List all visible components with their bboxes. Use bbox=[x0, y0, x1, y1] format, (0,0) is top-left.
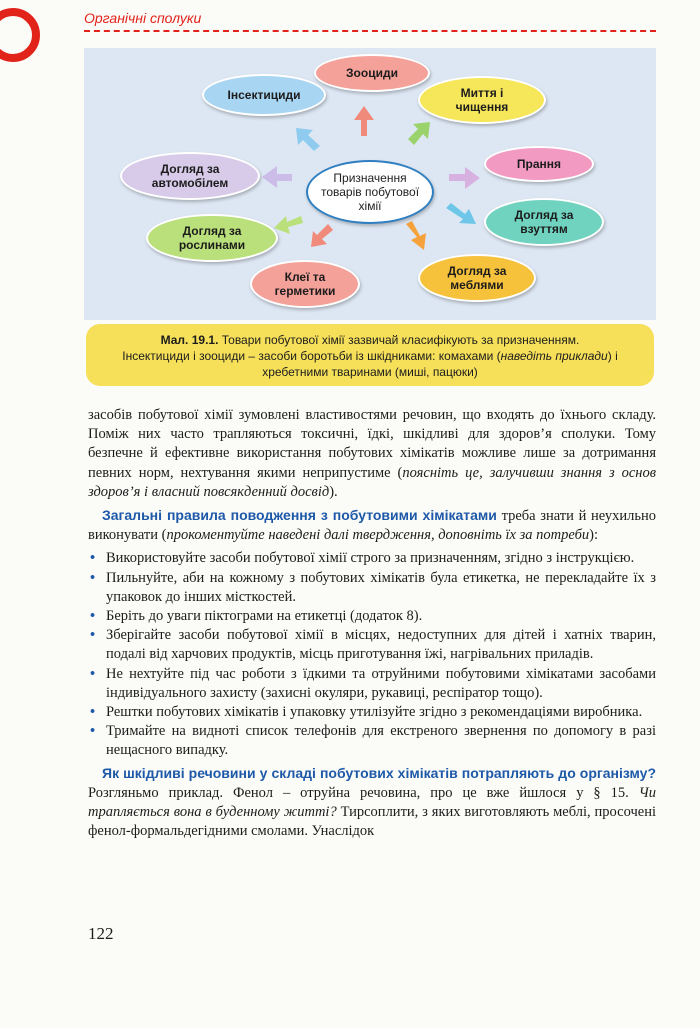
caption-line-2b: наведіть приклади bbox=[500, 349, 608, 363]
list-item bbox=[88, 607, 656, 626]
paragraph-1 bbox=[88, 406, 656, 502]
caption-line-2a: Інсектициди і зооциди – засоби боротьби із шкідниками: комахами ( bbox=[122, 349, 501, 363]
list-item-text: Рештки побутових хімікатів і упаковку утилізуйте згідно з рекомендаціями виробника. bbox=[106, 704, 643, 721]
arrow-upright-icon bbox=[408, 122, 430, 145]
node-shoe-care: Догляд за взуттям bbox=[484, 198, 604, 246]
paragraph-1-end: ). bbox=[329, 483, 338, 500]
paragraph-1-italic: поясніть це, залучивши знання з основ здоров’я і власний повсякденний досвід bbox=[88, 464, 656, 500]
rules-italic: прокоментуйте наведені далі твердження, доповніть їх за потреби bbox=[166, 527, 590, 544]
question-heading: Як шкідливі речовини у складі побутових хімікатів потрапляють до організму? bbox=[102, 764, 656, 781]
paragraph-rules bbox=[88, 506, 656, 545]
arrow-left-down-icon bbox=[274, 216, 303, 234]
list-item-text: Зберігайте засоби побутової хімії в місцях, недоступних для дітей і хатніх тварин, подалі від харчових продуктів, місць приготування їжі, нагрівальних приладів. bbox=[106, 627, 656, 663]
list-item bbox=[88, 569, 656, 607]
bullet-icon: • bbox=[90, 723, 96, 740]
list-item bbox=[88, 626, 656, 664]
question-text-2: Тирсоплити, з яких виготовляють меблі, просочені фенол-формальдегідними смолами. Унаслідок bbox=[88, 804, 656, 840]
question-italic: Чи трапляється вона в буденному житті? bbox=[88, 784, 656, 821]
arrow-downleft-icon bbox=[311, 224, 333, 247]
bullet-icon: • bbox=[90, 569, 96, 586]
list-item-text: Не нехтуйте під час роботи з їдкими та отруйними побутовими хімікатами засобами індивідуального захисту (захисні окуляри, рукавиці, респіратор тощо). bbox=[106, 665, 656, 701]
node-washing-cleaning: Миття і чищення bbox=[418, 76, 546, 124]
list-item bbox=[88, 665, 656, 703]
paragraph-1-text: засобів побутової хімії зумовлені властивостями речовин, що входять до їхнього складу. Поміж них часто трапляються токсичні, їдкі, шкідливі для здоров’я сполуки. Тому безпечне й ефективне використання побутових хімікатів можливе лише за дотримання певних норм, нехтування якими неприпустиме ( bbox=[88, 407, 656, 481]
node-car-care: Догляд за автомобілем bbox=[120, 152, 260, 200]
bullet-icon: • bbox=[90, 665, 96, 682]
list-item bbox=[88, 549, 656, 568]
caption-line-1: Товари побутової хімії зазвичай класифікують за призначенням. bbox=[221, 333, 580, 347]
caption-line-3: хребетними тваринами (миші, пацюки) bbox=[262, 365, 478, 379]
node-insecticides: Інсектициди bbox=[202, 74, 326, 116]
arrow-left-icon bbox=[262, 166, 292, 188]
node-plant-care: Догляд за рослинами bbox=[146, 214, 278, 262]
arrow-up-icon bbox=[354, 106, 374, 136]
node-glues-sealants: Клеї та герметики bbox=[250, 260, 360, 308]
list-item-text: Використовуйте засоби побутової хімії строго за призначенням, згідно з інструкцією. bbox=[106, 550, 635, 567]
node-laundry: Прання bbox=[484, 146, 594, 182]
list-item-text: Пильнуйте, аби на кожному з побутових хімікатів була етикетка, не перекладайте їх з упаковок до інших місткостей. bbox=[106, 569, 656, 605]
list-item bbox=[88, 722, 656, 760]
question-text-1: Розгляньмо приклад. Фенол – отруйна речовина, про це вже йшлося у § 15. bbox=[88, 784, 639, 801]
arrow-down-icon bbox=[406, 221, 426, 250]
rules-heading: Загальні правила поводження з побутовими хімікатами bbox=[102, 507, 497, 524]
rules-list bbox=[88, 549, 656, 760]
rules-end: ): bbox=[589, 527, 599, 544]
header-divider bbox=[84, 30, 656, 32]
arrow-right-icon bbox=[449, 167, 480, 189]
list-item bbox=[88, 703, 656, 722]
classification-diagram bbox=[84, 48, 656, 320]
figure-number: Мал. 19.1. bbox=[160, 333, 219, 347]
rules-text: треба знати й неухильно виконувати ( bbox=[88, 508, 656, 544]
diagram-center-node: Призначення товарів побутової хімії bbox=[306, 160, 434, 224]
bullet-icon: • bbox=[90, 550, 96, 567]
page-number: 122 bbox=[88, 924, 114, 943]
list-item-text: Тримайте на видноті список телефонів для екстреного звернення по допомогу в разі нещасного випадку. bbox=[106, 723, 656, 759]
bullet-icon: • bbox=[90, 608, 96, 625]
section-title: Органічні сполуки bbox=[84, 10, 202, 26]
bullet-icon: • bbox=[90, 627, 96, 644]
node-zoocides: Зооциди bbox=[314, 54, 430, 92]
caption-line-2c: ) і bbox=[607, 349, 618, 363]
arrow-upleft-icon bbox=[296, 128, 320, 151]
corner-decoration bbox=[0, 8, 40, 62]
body-text bbox=[88, 406, 656, 841]
arrow-downright-icon bbox=[446, 203, 476, 224]
node-furniture-care: Догляд за меблями bbox=[418, 254, 536, 302]
bullet-icon: • bbox=[90, 704, 96, 721]
paragraph-question bbox=[88, 764, 656, 842]
figure-caption bbox=[86, 324, 654, 386]
list-item-text: Беріть до уваги піктограми на етикетці (додаток 8). bbox=[106, 608, 423, 625]
